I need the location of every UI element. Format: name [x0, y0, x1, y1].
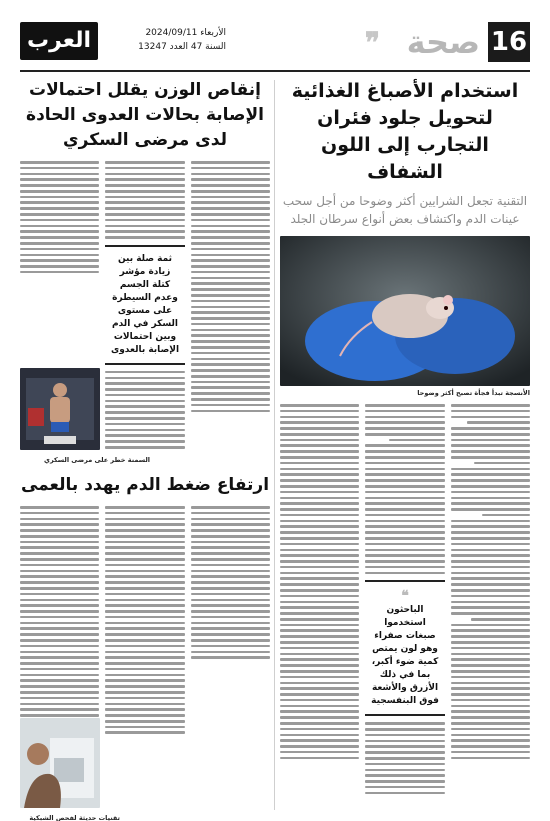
- eye-exam-photo: [20, 718, 100, 808]
- lead-photo-caption: الأنسجة تبدأ فجأة تصبح أكثر وضوحا: [417, 389, 530, 397]
- masthead: [20, 22, 230, 62]
- mouse-in-gloves-image: [280, 236, 530, 386]
- man-on-scale-image: [20, 368, 100, 450]
- body-column-left: [20, 506, 99, 734]
- mouse-photo: [280, 236, 530, 386]
- body-column-middle: [105, 161, 184, 449]
- third-article-body: [20, 506, 270, 734]
- lead-article-body: [280, 404, 530, 794]
- second-pull-quote: [105, 245, 184, 365]
- lead-article-title: استخدام الأصباغ الغذائية لتحويل جلود فئران التجارب إلى اللون الشفاف: [291, 80, 519, 183]
- eye-photo-caption: تقنيات حديثة لفحص الشبكية: [29, 814, 120, 821]
- third-article-title: ارتفاع ضغط الدم يهدد بالعمى: [20, 475, 270, 495]
- lead-article: [280, 78, 530, 794]
- body-column: [191, 506, 270, 734]
- header-rule: [20, 70, 530, 72]
- second-pull-quote-text: ثمة صلة بين زيادة مؤشر كتلة الجسم وعدم السيطرة على مستوى السكر في الدم وبين احتمالات الإصابة بالعدوى: [110, 253, 180, 355]
- page-header: [20, 18, 530, 66]
- second-article-title: إنقاص الوزن يقلل احتمالات الإصابة بحالات العدوى الحادة لدى مرضى السكري: [26, 80, 264, 150]
- page-number: 16: [488, 22, 530, 62]
- secondary-articles: [20, 78, 270, 821]
- lead-article-subtitle: التقنية تجعل الشرايين أكثر وضوحا من أجل سحب عينات الدم واكتشاف بعض أنواع سرطان الجلد: [282, 194, 528, 226]
- scale-photo: [20, 368, 100, 450]
- body-column-middle: [105, 506, 184, 734]
- body-column-middle: [365, 404, 444, 794]
- quote-icon: ❝: [401, 588, 409, 605]
- issue-info: [106, 26, 226, 54]
- body-column-left: [280, 404, 359, 794]
- body-column: [191, 161, 270, 449]
- quote-mark-icon: ❞: [364, 26, 380, 59]
- scale-photo-caption: السمنة خطر على مرضى السكري: [43, 456, 150, 464]
- body-column: [451, 404, 530, 794]
- column-divider: [274, 80, 275, 810]
- lead-pull-quote: [365, 580, 444, 716]
- issue-number: السنة 47 العدد 13247: [138, 42, 226, 52]
- section-title: صحة: [406, 23, 480, 61]
- eye-exam-image: [20, 718, 100, 808]
- newspaper-logo: العرب: [20, 22, 98, 60]
- lead-pull-quote-text: الباحثون استخدموا صبغات صفراء وهو لون يمتص كمية ضوء أكبر، بما في ذلك الأزرق والأشعة فوق البنفسجية: [371, 605, 439, 707]
- issue-date: الأربعاء 2024/09/11: [145, 28, 226, 38]
